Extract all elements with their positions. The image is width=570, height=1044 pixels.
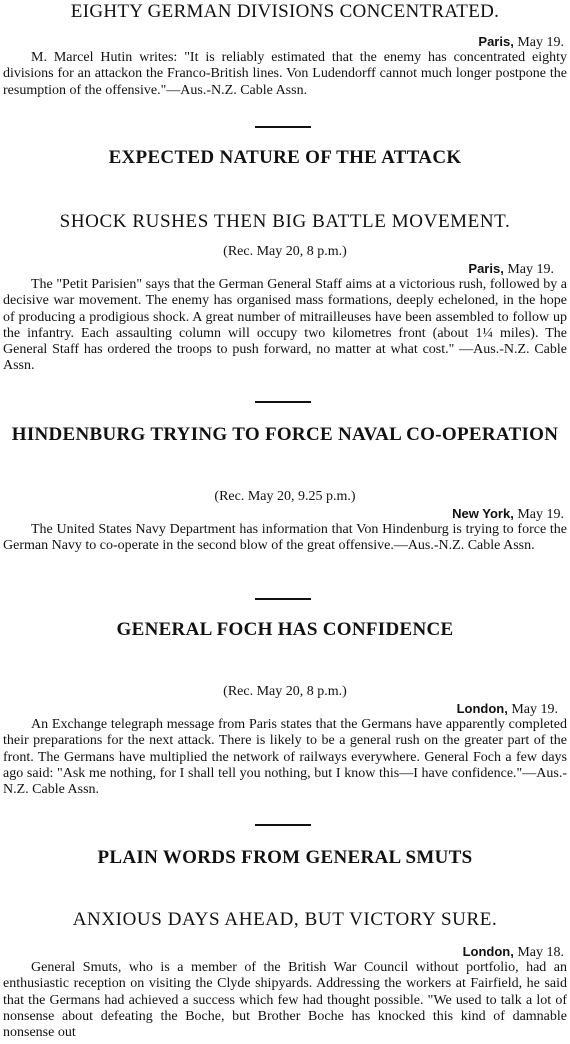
article-2-place: Paris,	[468, 261, 504, 276]
article-4-headline: GENERAL FOCH HAS CONFIDENCE	[116, 619, 454, 640]
article-5-headline: PLAIN WORDS FROM GENERAL SMUTS	[97, 847, 473, 868]
article-4-place: London,	[456, 701, 508, 716]
article-3-dateline	[452, 507, 564, 522]
article-3-headline: HINDENBURG TRYING TO FORCE NAVAL CO-OPERATION	[11, 424, 559, 445]
article-5-subheadline: ANXIOUS DAYS AHEAD, BUT VICTORY SURE.	[72, 909, 498, 930]
article-4-body: An Exchange telegraph message from Paris states that the Germans have apparently completed their preparations for the next attack. There is likely to be a general rush on the greater part of the front. The Germans have multiplied the network of railways everywhere. General Foch a few days ago said: "Ask me nothing, for I shall tell you nothing, but I know this—I have confidence."—Aus.-N.Z. Cable Assn.	[3, 717, 567, 798]
separator-rule	[255, 401, 311, 403]
article-1-dateline	[478, 35, 564, 50]
article-3-body: The United States Navy Department has information that Von Hindenburg is trying to force the German Navy to co-operate in the second blow of the great offensive.—Aus.-N.Z. Cable Assn.	[3, 522, 567, 554]
article-1-place: Paris,	[478, 34, 514, 49]
article-5-body: General Smuts, who is a member of the British War Council without portfolio, had an enthusiastic reception on visiting the Clyde shipyards. Addressing the workers at Fairfield, he said that the Germans had achieved a success which few had thought possible. "We used to talk a lot of nonsense about defeating the Boche, but Brother Boche has knocked this kind of damnable nonsense out	[3, 960, 567, 1041]
article-3-date: May 19.	[517, 507, 564, 522]
article-5-place: London,	[462, 944, 514, 959]
article-1-body: M. Marcel Hutin writes: "It is reliably estimated that the enemy has concentrated eighty divisions for an attackon the Franco-British lines. Von Ludendorff cannot much longer postpone the resumption of the offensive."—Aus.-N.Z. Cable Assn.	[3, 50, 567, 98]
article-2-received: (Rec. May 20, 8 p.m.)	[223, 244, 347, 259]
article-4-dateline	[457, 702, 558, 717]
article-3-received: (Rec. May 20, 9.25 p.m.)	[214, 489, 356, 504]
article-2-subheadline: SHOCK RUSHES THEN BIG BATTLE MOVEMENT.	[59, 211, 511, 232]
article-5-date: May 18.	[517, 945, 564, 960]
separator-rule	[255, 598, 311, 600]
article-1-date: May 19.	[517, 35, 564, 50]
separator-rule	[255, 126, 311, 128]
article-2-headline: EXPECTED NATURE OF THE ATTACK	[108, 147, 462, 168]
article-1-headline: EIGHTY GERMAN DIVISIONS CONCENTRATED.	[70, 1, 500, 22]
article-2-date: May 19.	[507, 262, 554, 277]
article-5-dateline	[463, 945, 564, 960]
article-3-place: New York,	[452, 506, 514, 521]
separator-rule	[255, 824, 311, 826]
article-4-received: (Rec. May 20, 8 p.m.)	[223, 684, 347, 699]
article-2-body: The "Petit Parisien" says that the German General Staff aims at a victorious rush, followed by a decisive war movement. The enemy has organised mass formations, deeply echeloned, in the hope of producing a prodigious shock. A great number of mitrailleuses have been assembled to follow up the infantry. Each assaulting column will occupy two kilometres front (about 1¼ miles). The General Staff has ordered the troops to push forward, no matter at what cost." —Aus.-N.Z. Cable Assn.	[3, 277, 567, 374]
article-2-dateline	[468, 262, 554, 277]
article-4-date: May 19.	[511, 702, 558, 717]
